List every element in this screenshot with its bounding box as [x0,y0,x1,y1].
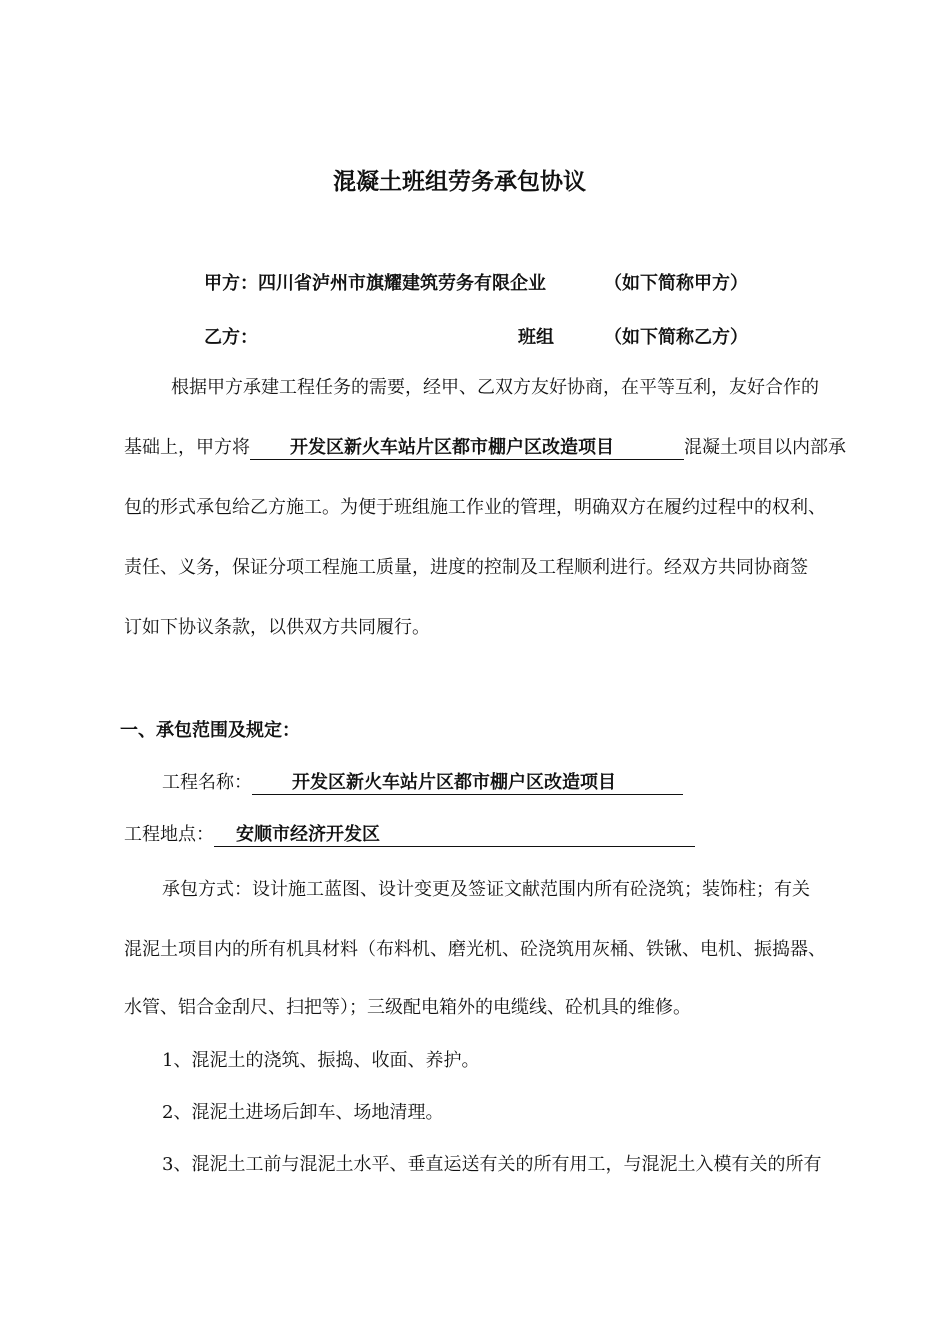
contract-line-3: 水管、铝合金刮尺、扫把等）；三级配电箱外的电缆线、砼机具的维修。 [124,997,691,1018]
party-b-team: 班组 [518,327,554,348]
contract-line-1: 承包方式：设计施工蓝图、设计变更及签证文献范围内所有砼浇筑；装饰柱；有关 [162,879,810,900]
scope-item-3: 3、混泥土工前与混泥土水平、垂直运送有关的所有用工，与混泥土入模有关的所有 [162,1154,822,1175]
party-a-label: 甲方：四川省泸州市旗耀建筑劳务有限企业 [204,273,546,294]
intro-line-5: 订如下协议条款，以供双方共同履行。 [124,617,430,638]
project-name-row [162,771,683,795]
intro-line-1: 根据甲方承建工程任务的需要，经甲、乙双方友好协商，在平等互利，友好合作的 [171,377,819,398]
intro-line-2 [124,436,846,460]
contract-line-2: 混泥土项目内的所有机具材料（布料机、磨光机、砼浇筑用灰桶、铁锹、电机、振捣器、 [124,939,826,960]
intro-line-3: 包的形式承包给乙方施工。为便于班组施工作业的管理，明确双方在履约过程中的权利、 [124,497,826,518]
intro-line-4: 责任、义务，保证分项工程施工质量，进度的控制及工程顺利进行。经双方共同协商签 [124,557,808,578]
project-site-row [124,823,695,847]
party-b-note: （如下简称乙方） [604,327,748,348]
project-site-label: 工程地点： [124,824,214,845]
document-title: 混凝土班组劳务承包协议 [333,169,586,195]
party-b-line [204,326,748,350]
party-a-line [204,272,748,296]
section-1-heading: 一、承包范围及规定： [120,720,300,741]
scope-item-2: 2、混泥土进场后卸车、场地清理。 [162,1102,444,1123]
intro-project-name: 开发区新火车站片区都市棚户区改造项目 [250,436,684,460]
party-a-note: （如下简称甲方） [604,273,748,294]
intro-line-2-pre: 基础上，甲方将 [124,437,250,458]
scope-item-1: 1、混泥土的浇筑、振捣、收面、养护。 [162,1050,480,1071]
project-site-value: 安顺市经济开发区 [214,823,695,847]
project-name-label: 工程名称： [162,772,252,793]
party-b-label: 乙方： [204,327,258,348]
intro-line-2-post: 混凝土项目以内部承 [684,437,846,458]
project-name-value: 开发区新火车站片区都市棚户区改造项目 [252,771,683,795]
